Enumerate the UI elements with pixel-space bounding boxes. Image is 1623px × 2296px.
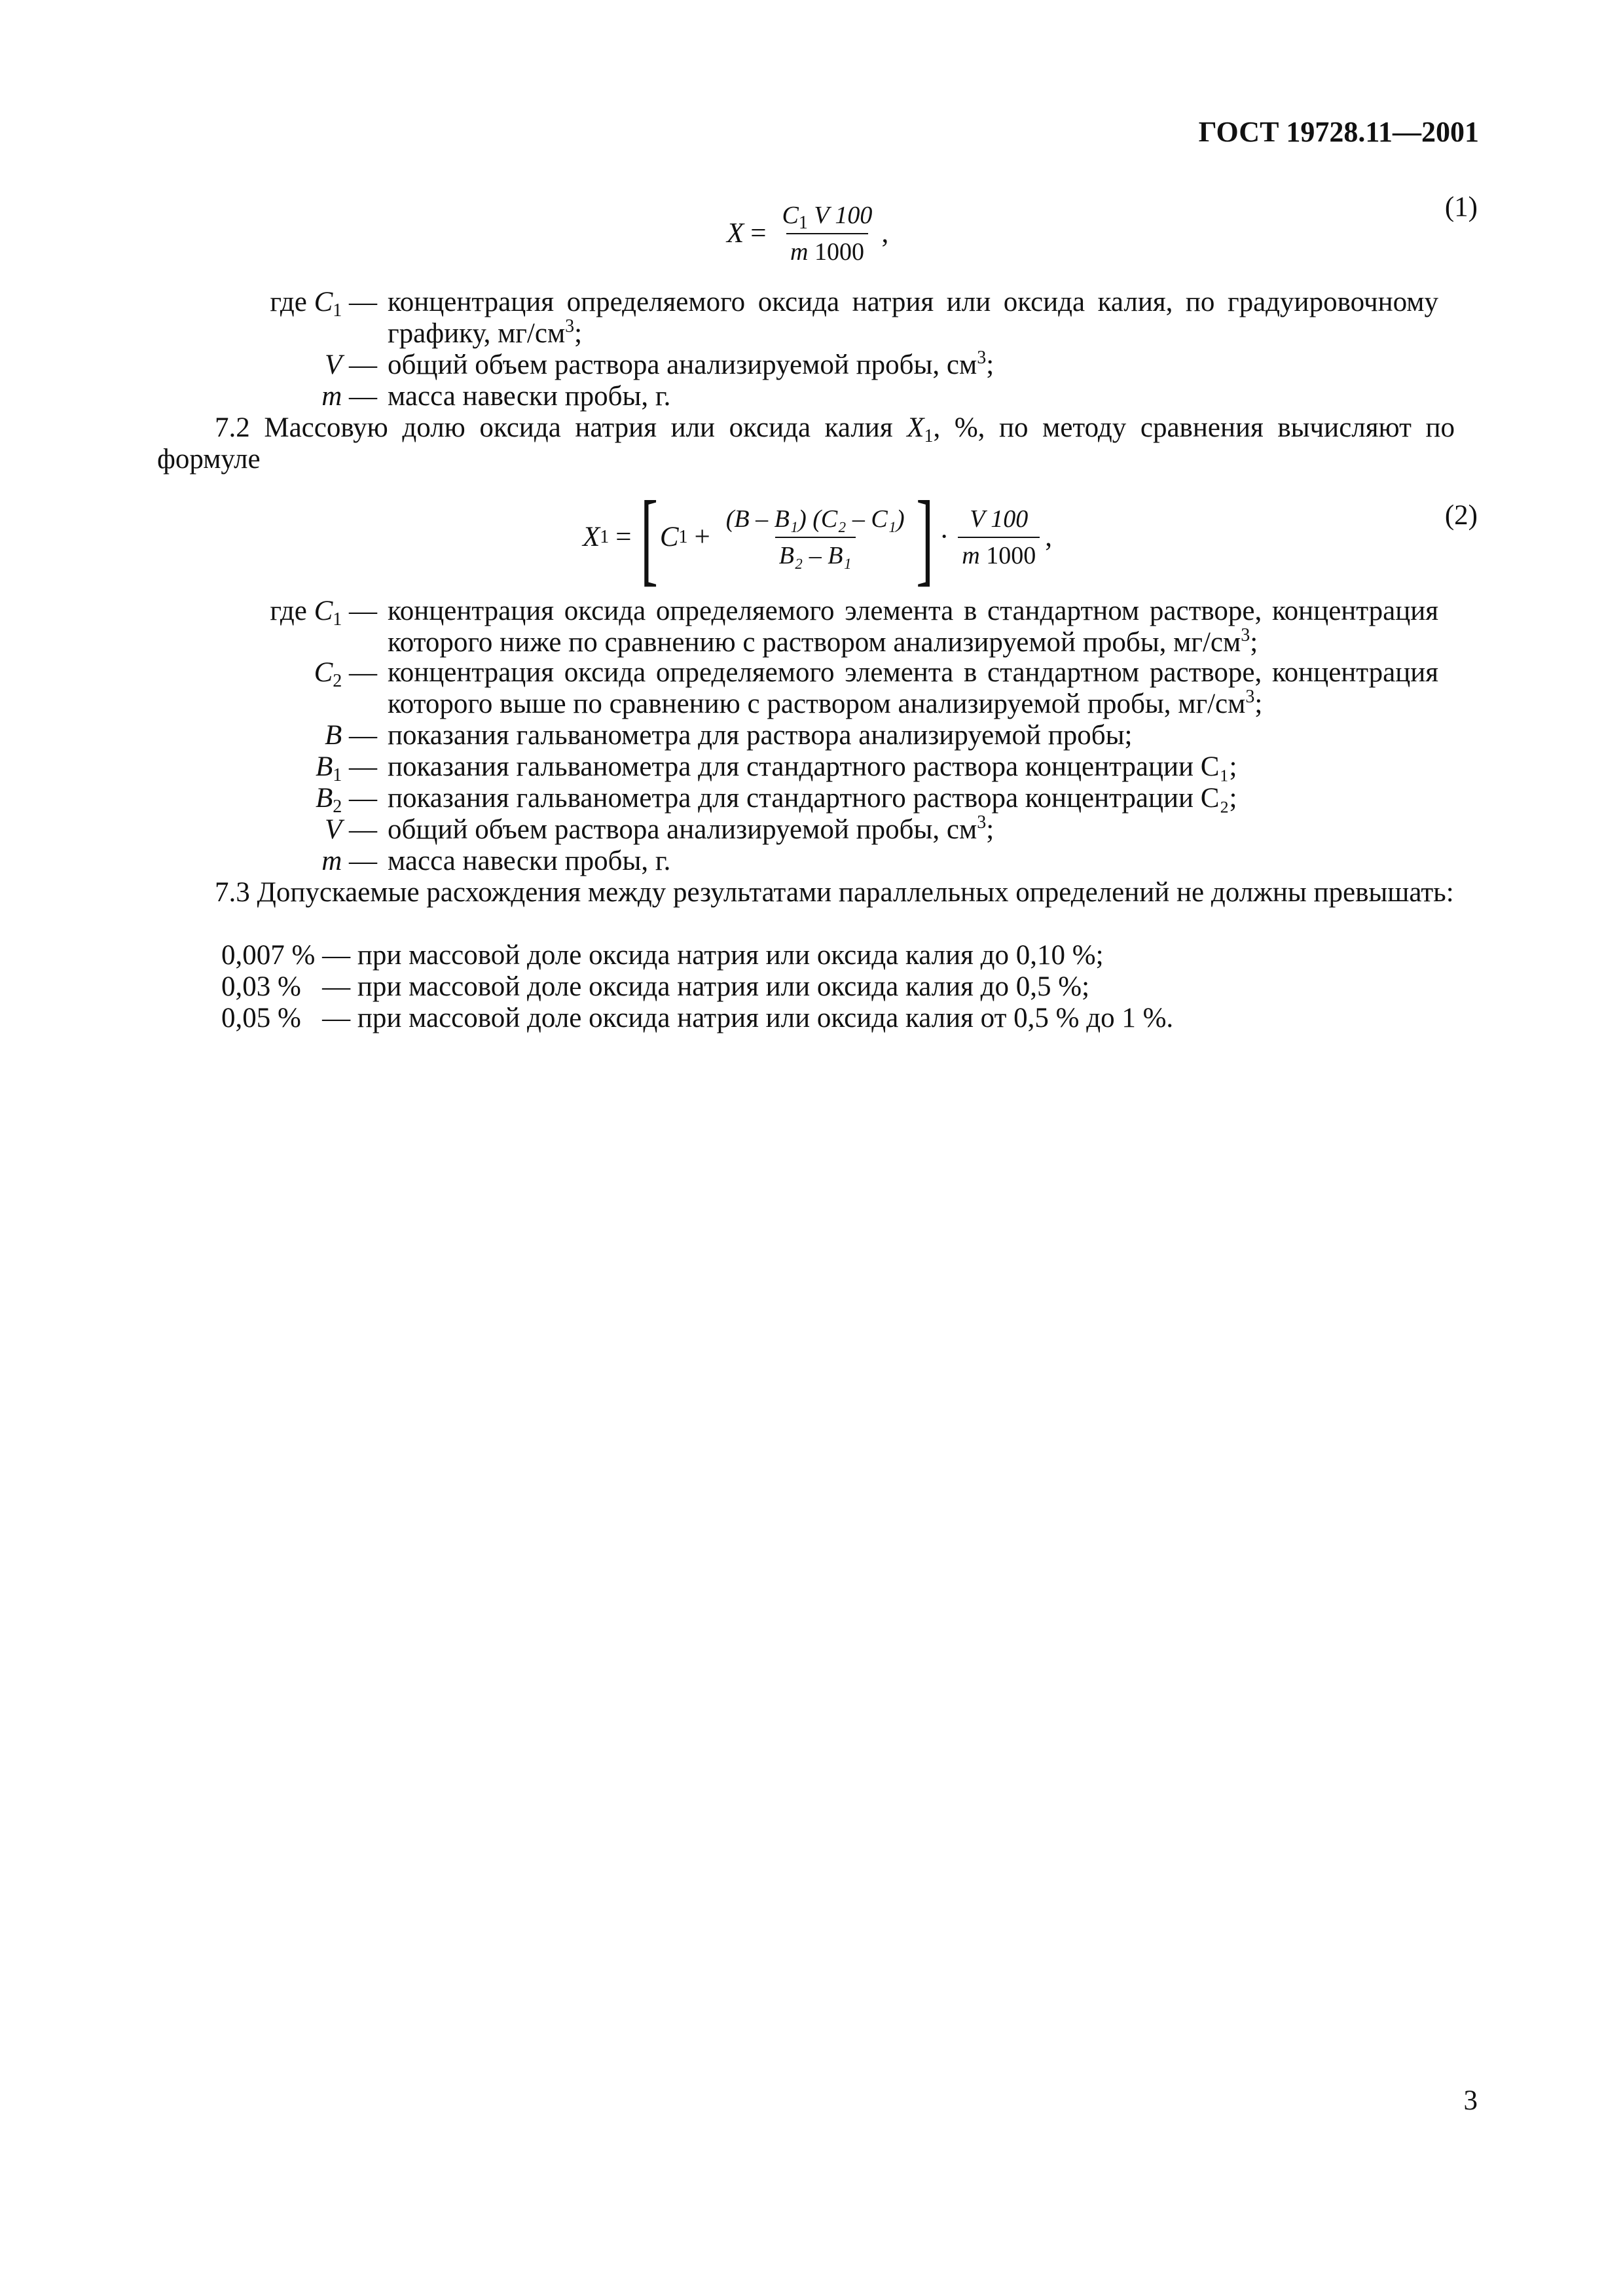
- formula-1-denominator: m 1000: [786, 233, 868, 267]
- definition-row: где $C_1$ — концентрация определяемого оксида натрия или оксида калия, по градуировочному графику, $мг/см^3$;: [270, 287, 1438, 349]
- formula-2-denominator: B₂ – B₁: [775, 537, 856, 571]
- definition-row: где $C_1$ — концентрация оксида определяемого элемента в стандартном растворе, концентрация которого ниже по сравнению с раствором анализируемой пробы, $мг/см^3$;: [270, 596, 1438, 658]
- definition-row: $C_2$ — концентрация оксида определяемого элемента в стандартном растворе, концентрация которого выше по сравнению с раствором анализируемой пробы, $мг/см^3$;: [314, 657, 1438, 719]
- definition-row: $B_2$ — показания гальванометра для стандартного раствора концентрации C₂;: [315, 783, 1237, 817]
- formula-2-plus: +: [694, 522, 710, 552]
- formula-2-equals: =: [615, 522, 632, 552]
- definition-row: m — масса навески пробы, г.: [321, 846, 671, 876]
- definition-row: V — общий объем раствора анализируемой пробы, $см^3$;: [324, 348, 994, 380]
- document-code: ГОСТ 19728.11—2001: [1198, 116, 1479, 148]
- right-bracket: ]: [915, 479, 934, 596]
- formula-2-comma: ,: [1045, 522, 1052, 552]
- formula-2-numerator: (B – B₁) (C₂ – C₁): [725, 505, 905, 533]
- formula-1-numerator: $C_1$ V 100: [782, 202, 873, 233]
- tolerance-line: 0,03 % — при массовой доле оксида натрия или оксида калия до 0,5 %;: [221, 971, 1090, 1002]
- formula-1-fraction: [778, 200, 877, 267]
- formula-2-number: (2): [1444, 500, 1478, 531]
- formula-2-fraction: [722, 504, 909, 571]
- tolerance-line: 0,05 % — при массовой доле оксида натрия или оксида калия от 0,5 % до 1 %.: [221, 1003, 1174, 1033]
- formula-2-lhs: X: [583, 522, 600, 552]
- formula-2-dot: ·: [939, 522, 949, 552]
- page-number: 3: [1463, 2085, 1478, 2116]
- formula-1-equals: =: [750, 218, 767, 249]
- formula-1: [727, 191, 888, 276]
- definition-row: B — показания гальванометра для раствора анализируемой пробы;: [324, 720, 1133, 751]
- definition-row: V — общий объем раствора анализируемой пробы, $см^3$;: [324, 812, 994, 845]
- tolerance-line: 0,007 % — при массовой доле оксида натрия или оксида калия до 0,10 %;: [221, 940, 1104, 971]
- formula-2-denominator-2: m 1000: [958, 537, 1040, 571]
- left-bracket: [: [640, 479, 658, 596]
- definition-row: $B_1$ — показания гальванометра для стандартного раствора концентрации C₁;: [315, 751, 1237, 785]
- formula-1-number: (1): [1444, 192, 1478, 223]
- formula-2: X 1 = [ C 1 + $\frac{\text{(B – B₁) (C₂ – C₁)}}{\text{B₂ – B₁}}$ ] · $\frac{V 100}{m 1000}$ ,: [583, 479, 1052, 596]
- formula-2-numerator-2: V 100: [970, 505, 1029, 533]
- definition-row: m — масса навески пробы, г.: [321, 381, 671, 412]
- formula-1-lhs: X: [727, 218, 744, 249]
- formula-2-c1: C: [659, 522, 679, 552]
- paragraph-7-2: 7.2 Массовую долю оксида натрия или оксида калия $X_1$, %, по методу сравнения вычисляют по формуле: [157, 412, 1455, 475]
- formula-2-fraction-2: [958, 504, 1040, 571]
- paragraph-7-3: 7.3 Допускаемые расхождения между результатами параллельных определений не должны превышать:: [215, 877, 1454, 908]
- formula-1-comma: ,: [881, 218, 889, 249]
